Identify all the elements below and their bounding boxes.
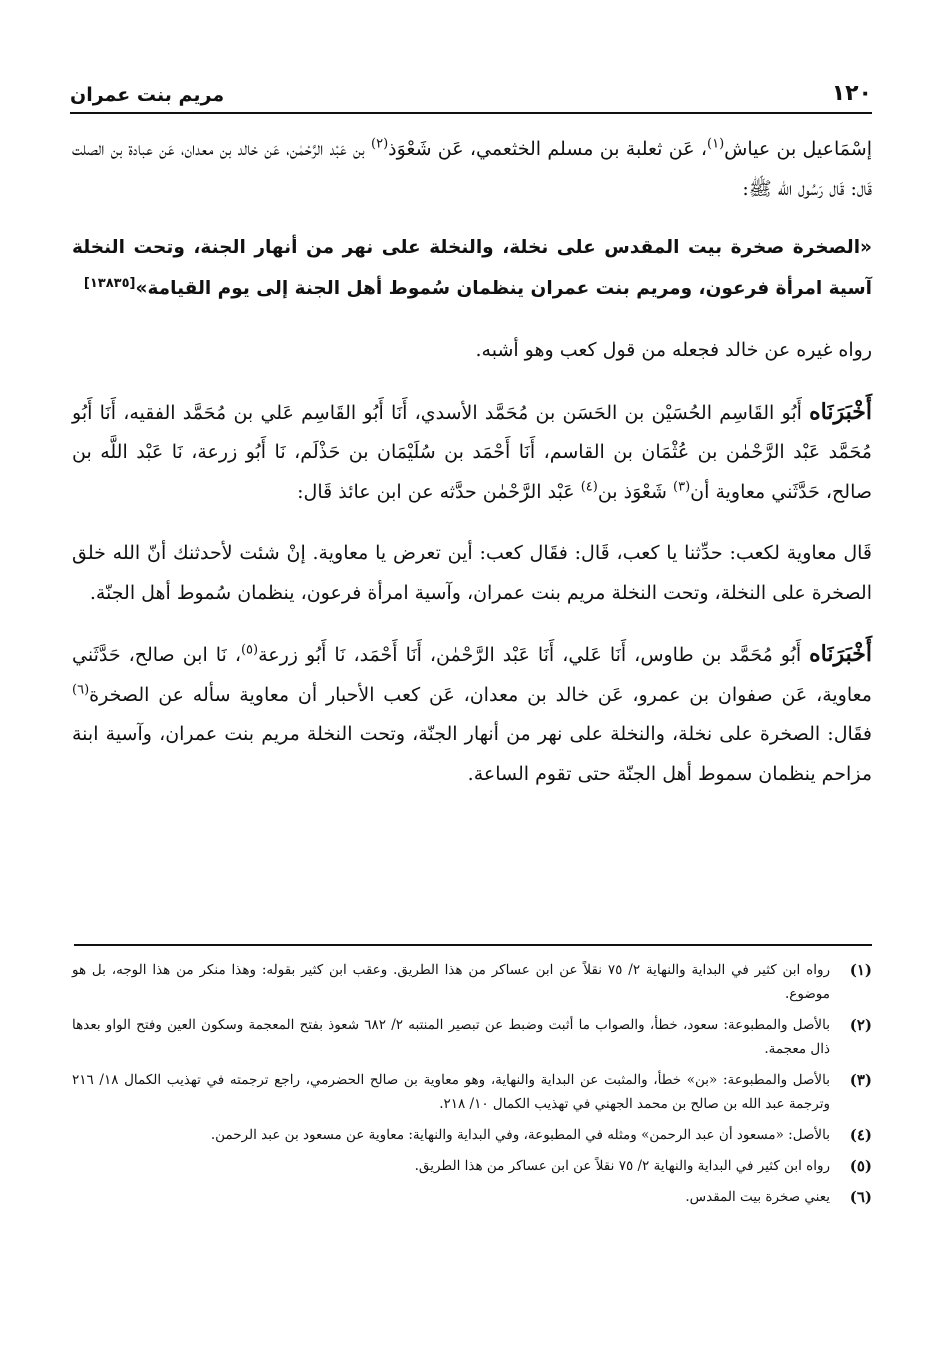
text-segment: أَبُو القَاسِم الحُسَيْن بن الحَسَن بن مُحَمَّد الأسدي، أَنَا أَبُو القَاسِم عَلي بن مُحَمَّد الفقيه، أَنَا أَبُو مُحَمَّد عَبْد الرَّحْمٰن بن عُثْمَان بن القاسم، أَنَا أَحْمَد بن سُلَيْمَان بن حَذْلَم، نَا أَبُو زرعة، نَا عَبْد اللَّه بن صالح، حَدَّثَني معاوية أن [72,401,872,503]
page-number: ١٢٠ [831,81,872,106]
header-rule [70,112,872,114]
hadith-text [72,227,872,309]
narration-paragraph: قَال معاوية لكعب: حدِّثنا يا كعب، قَال: فقَال كعب: أين تعرض يا معاوية. إنْ شئت لأحدثنك أنّ الله خلق الصخرة على النخلة، وتحت النخلة مريم بنت عمران، وآسية امرأة فرعون، ينظمان سُموط أهل الجنّة. [72,542,872,604]
footnote-number: (٦) [849,1188,872,1206]
text-segment: إسْمَاعيل بن عياش [724,138,872,160]
footnote-3 [72,1068,872,1116]
isnad-paragraph-2 [72,393,872,513]
akhbarana-keyword: أَخْبَرَنَاه [809,641,872,667]
commentary-paragraph: رواه غيره عن خالد فجعله من قول كعب وهو أشبه. [475,339,872,361]
hadith-body: «الصخرة صخرة بيت المقدس على نخلة، والنخلة على نهر من أنهار الجنة، وتحت النخلة آسية امرأة فرعون، ومريم بنت عمران ينظمان سُموط أهل الجنة إلى يوم القيامة» [72,237,872,299]
text-segment: ، عَن ثعلبة بن مسلم الخثعمي، عَن شَعْوَذ [388,138,707,160]
footnote-4 [72,1123,872,1147]
footnote-ref-5[interactable]: (٥) [240,642,259,658]
text-segment: شَعْوَذ بن [597,480,674,503]
footnote-text: رواه ابن كثير في البداية والنهاية ٢/ ٧٥ نقلاً عن ابن عساكر من هذا الطريق. وعقب ابن كثير بقوله: وهذا منكر من هذا الوجه، بل هو موضوع. [72,962,830,1002]
page-header [70,62,872,106]
footnote-separator [74,944,872,946]
text-segment: ، نَا ابن صالح، حَدَّثَني معاوية، عَن صفوان بن عمرو، عَن خالد بن معدان، عَن كعب الأحبار أن معاوية سأله عن الصخرة [72,644,872,706]
footnote-1 [72,958,872,1006]
footnote-text: يعني صخرة بيت المقدس. [685,1189,830,1205]
footnote-number: (٢) [849,1016,872,1034]
isnad-paragraph-1 [72,130,872,209]
footnote-number: (٤) [849,1126,872,1144]
footnote-number: (٣) [849,1071,872,1089]
text-segment: فقَال: الصخرة على نخلة، والنخلة على نهر من أنهار الجنّة، وتحت النخلة مريم بنت عمران، وآسية ابنة مزاحم ينظمان سموط أهل الجنّة حتى تقوم الساعة. [72,723,872,785]
footnote-5 [72,1154,872,1178]
footnote-text: رواه ابن كثير في البداية والنهاية ٢/ ٧٥ نقلاً عن ابن عساكر من هذا الطريق. [414,1158,830,1174]
footnote-ref-4[interactable]: (٤) [580,479,598,495]
footnote-ref-6[interactable]: (٦) [72,682,90,698]
footnote-ref-1[interactable]: (١) [707,136,725,152]
footnote-text: بالأصل: «مسعود أن عبد الرحمن» ومثله في المطبوعة، وفي البداية والنهاية: معاوية عن مسعود بن عبد الرحمن. [210,1127,830,1143]
footnote-number: (١) [849,961,872,979]
hadith-number: [١٣٨٣٥] [83,275,136,291]
running-title: مريم بنت عمران [70,84,225,106]
footnote-text: بالأصل والمطبوعة: «بن» خطأ، والمثبت عن البداية والنهاية، وهو معاوية بن صالح الحضرمي، راجع ترجمته في تهذيب الكمال ١٨/ ٢١٦ وترجمة عبد الله بن صالح بن محمد الجهني في تهذيب الكمال ١٠/ ٢١٨. [72,1072,831,1112]
akhbarana-keyword: أَخْبَرَنَاه [809,398,872,425]
footnote-number: (٥) [849,1157,872,1175]
footnotes [72,958,872,1216]
footnote-ref-2[interactable]: (٢) [371,136,389,152]
text-segment: بن عَبْد الرَّحْمٰن، عَن خالد بن معدان، عَن عبادة بن الصلت قَال: قَال رَسُول الله ﷺ: [72,138,872,200]
footnote-text: بالأصل والمطبوعة: سعود، خطأ، والصواب ما أثبت وضبط عن تبصير المنتبه ٢/ ٦٨٢ شعوذ بفتح المعجمة وسكون العين وفتح الواو بعدها ذال معجمة. [72,1017,831,1057]
footnote-ref-3[interactable]: (٣) [673,479,691,495]
text-segment: عَبْد الرَّحْمٰن حدَّثه عن ابن عائذ قَال: [297,480,581,503]
footnote-6 [72,1185,872,1209]
text-segment: أَبُو مُحَمَّد بن طاوس، أَنَا عَلي، أَنَا عَبْد الرَّحْمٰن، أَنَا أَحْمَد، نَا أَبُو زرعة [258,644,810,666]
footnote-2 [72,1013,872,1061]
isnad-paragraph-3 [72,635,872,794]
main-text [72,130,872,794]
